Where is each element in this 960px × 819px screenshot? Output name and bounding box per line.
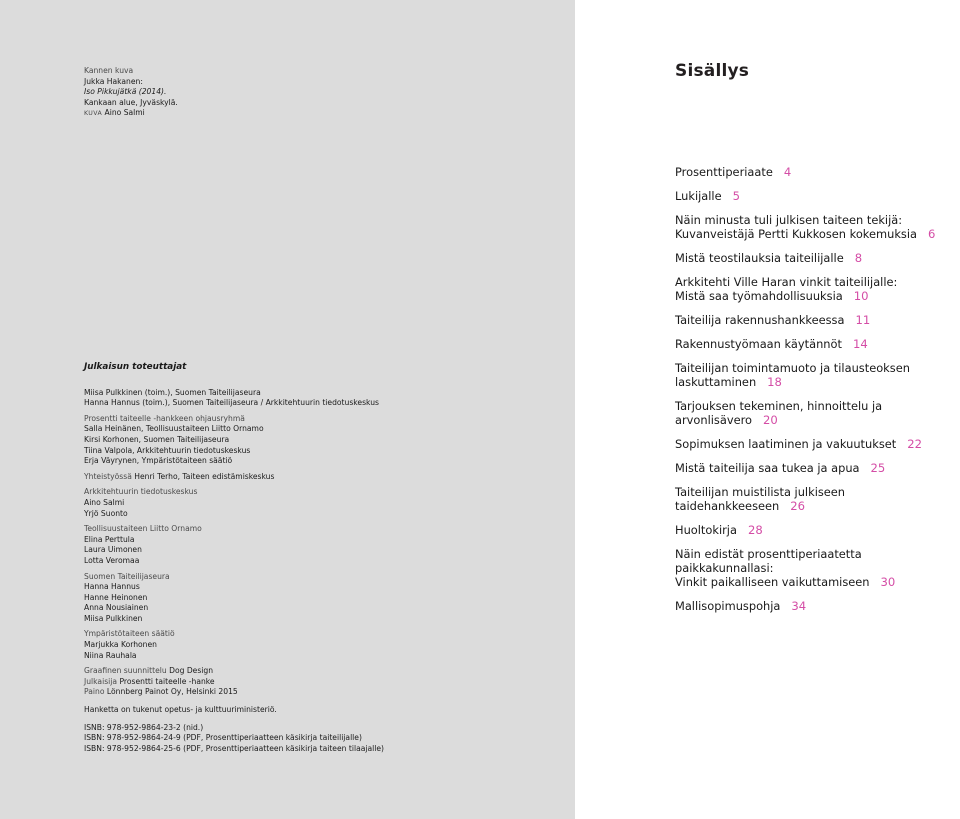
cover-credit	[84, 66, 284, 120]
toc-title: Sisällys	[675, 61, 750, 81]
cover-label: Kannen kuva	[84, 66, 134, 75]
arkkitehtuuri-group	[84, 487, 554, 519]
isbn-line: ISBN: 978-952-9864-24-9 (PDF, Prosenttiperiaatteen käsikirja taiteilijalle)	[84, 733, 362, 743]
toc-entry-title: Sopimuksen laatiminen ja vakuutukset	[675, 437, 897, 451]
cooperation-value: Henri Terho, Taiteen edistämiskeskus	[134, 471, 275, 481]
toc-entry[interactable]	[675, 275, 960, 303]
toc-entry-line	[675, 461, 960, 475]
toc-entry-line	[675, 399, 960, 427]
group-member: Marjukka Korhonen	[84, 640, 157, 650]
production-credits	[84, 362, 554, 754]
ymparisto-group	[84, 629, 554, 661]
toc-entry[interactable]	[675, 437, 960, 451]
cover-artist: Jukka Hakanen:	[84, 76, 143, 86]
toc-page-number: 25	[870, 461, 886, 475]
toc-entry[interactable]	[675, 313, 960, 327]
group-member: Yrjö Suonto	[84, 508, 128, 518]
toc-entry-title: Lukijalle	[675, 189, 722, 203]
toc-entry-line	[675, 485, 960, 513]
toc-entry-title: Huoltokirja	[675, 523, 737, 537]
toc-entry-line	[675, 547, 960, 575]
toc-entry-line	[675, 227, 960, 241]
cover-place: Kankaan alue, Jyväskylä.	[84, 97, 178, 107]
publisher-value: Prosentti taiteelle -hanke	[119, 676, 215, 686]
toc-page-number: 26	[790, 499, 806, 513]
toc-entry-line	[675, 251, 960, 265]
toc-entry[interactable]	[675, 361, 960, 389]
toc-entry-line	[675, 337, 960, 351]
toc-entry[interactable]	[675, 165, 960, 179]
toc-entry-title: Taiteilija rakennushankkeessa	[675, 313, 845, 327]
toc-entry[interactable]	[675, 189, 960, 203]
toc-entry[interactable]	[675, 599, 960, 613]
graphic-design-value: Dog Design	[169, 666, 214, 676]
toc-entry-line	[675, 289, 960, 303]
toc-page-number: 6	[928, 227, 936, 241]
steering-group-label: Prosentti taiteelle -hankkeen ohjausryhmä	[84, 413, 245, 423]
group-member: Laura Uimonen	[84, 545, 142, 555]
toc-entry[interactable]	[675, 523, 960, 537]
group-member: Niina Rauhala	[84, 650, 137, 660]
steering-member: Kirsi Korhonen, Suomen Taiteilijaseura	[84, 434, 230, 444]
isbn-line: ISNB: 978-952-9864-23-2 (nid.)	[84, 722, 204, 732]
steering-member: Salla Heinänen, Teollisuustaiteen Liitto Ornamo	[84, 424, 264, 434]
toc-page-number: 28	[747, 523, 763, 537]
toc-entry[interactable]	[675, 399, 960, 427]
toc-entry-title: Näin minusta tuli julkisen taiteen tekijä:	[675, 213, 903, 227]
toc-page-number: 22	[907, 437, 922, 451]
isbn-list	[84, 723, 554, 755]
graphic-design-label: Graafinen suunnittelu	[84, 666, 167, 676]
editors-list	[84, 388, 554, 409]
toc-entry[interactable]	[675, 485, 960, 513]
toc-entry[interactable]	[675, 213, 960, 241]
toc-entry[interactable]	[675, 251, 960, 265]
toc-entry[interactable]	[675, 337, 960, 351]
toc-entry-title: Näin edistät prosenttiperiaatetta paikkakunnallasi:	[675, 547, 862, 575]
toc-entry-title: Taiteilijan toimintamuoto ja tilausteoksen laskuttaminen	[675, 361, 910, 389]
toc-entry-title: Arkkitehti Ville Haran vinkit taiteilijalle:	[675, 275, 898, 289]
production-heading: Julkaisun toteuttajat	[84, 362, 187, 372]
group-member: Lotta Veromaa	[84, 555, 140, 565]
toc-page-number: 8	[854, 251, 863, 265]
taiteilijaseura-group	[84, 572, 554, 625]
toc-entry-title: Mistä saa työmahdollisuuksia	[675, 289, 843, 303]
isbn-line: ISBN: 978-952-9864-25-6 (PDF, Prosenttiperiaatteen käsikirja taiteen tilaajalle)	[84, 743, 384, 753]
steering-member: Erja Väyrynen, Ympäristötaiteen säätiö	[84, 456, 233, 466]
toc-page-number: 10	[853, 289, 869, 303]
toc-entry-line	[675, 523, 960, 537]
toc-entry-title: Taiteilijan muistilista julkiseen taidehankkeeseen	[675, 485, 846, 513]
toc-entry-line	[675, 313, 960, 327]
toc-entry-title: Tarjouksen tekeminen, hinnoittelu ja arvonlisävero	[675, 399, 883, 427]
toc-page-number: 34	[791, 599, 807, 613]
cooperation	[84, 472, 554, 483]
table-of-contents	[675, 165, 960, 613]
editor-2: Hanna Hannus (toim.), Suomen Taiteilijaseura / Arkkitehtuurin tiedotuskeskus	[84, 398, 379, 408]
toc-entry-title: Mallisopimuspohja	[675, 599, 781, 613]
toc-entry-line	[675, 575, 960, 589]
printing-label: Paino	[84, 687, 105, 697]
photo-label: KUVA	[84, 110, 103, 118]
funding-note: Hanketta on tukenut opetus- ja kulttuuriministeriö.	[84, 705, 277, 715]
toc-page-number: 14	[852, 337, 868, 351]
printing-value: Lönnberg Painot Oy, Helsinki 2015	[106, 687, 238, 697]
cover-work: Iso Pikkujätkä (2014).	[84, 87, 167, 97]
group-label: Suomen Taiteilijaseura	[84, 571, 170, 581]
cooperation-label: Yhteistyössä	[84, 471, 132, 481]
toc-entry-line	[675, 361, 960, 389]
steering-group	[84, 414, 554, 467]
group-member: Aino Salmi	[84, 497, 125, 507]
toc-entry[interactable]	[675, 547, 960, 589]
publisher-label: Julkaisija	[84, 676, 118, 686]
group-label: Arkkitehtuurin tiedotuskeskus	[84, 487, 198, 497]
toc-entry-line	[675, 189, 960, 203]
toc-entry-title: Prosenttiperiaate	[675, 165, 773, 179]
toc-entry[interactable]	[675, 461, 960, 475]
group-label: Ympäristötaiteen säätiö	[84, 629, 175, 639]
ornamo-group	[84, 524, 554, 566]
toc-entry-title: Mistä teostilauksia taiteilijalle	[675, 251, 844, 265]
steering-member: Tiina Valpola, Arkkitehtuurin tiedotuskeskus	[84, 445, 251, 455]
toc-page-number: 18	[767, 375, 782, 389]
editor-1: Miisa Pulkkinen (toim.), Suomen Taiteilijaseura	[84, 387, 261, 397]
toc-entry-title: Vinkit paikalliseen vaikuttamiseen	[675, 575, 870, 589]
group-member: Hanna Hannus	[84, 582, 140, 592]
toc-entry-line	[675, 275, 960, 289]
toc-page-number: 30	[880, 575, 896, 589]
toc-entry-title: Mistä taiteilija saa tukea ja apua	[675, 461, 860, 475]
group-member: Anna Nousiainen	[84, 603, 149, 613]
toc-entry-line	[675, 213, 960, 227]
group-label: Teollisuustaiteen Liitto Ornamo	[84, 524, 202, 534]
toc-entry-title: Kuvanveistäjä Pertti Kukkosen kokemuksia	[675, 227, 917, 241]
publication-info	[84, 666, 554, 698]
toc-entry-line	[675, 599, 960, 613]
toc-page-number: 5	[732, 189, 740, 203]
toc-entry-line	[675, 437, 960, 451]
toc-page-number: 20	[763, 413, 778, 427]
photographer: Aino Salmi	[104, 108, 145, 118]
group-member: Miisa Pulkkinen	[84, 613, 143, 623]
group-member: Elina Perttula	[84, 534, 135, 544]
group-member: Hanne Heinonen	[84, 592, 148, 602]
toc-entry-title: Rakennustyömaan käytännöt	[675, 337, 842, 351]
toc-page-number: 4	[783, 165, 792, 179]
toc-entry-line	[675, 165, 960, 179]
toc-page-number: 11	[855, 313, 871, 327]
